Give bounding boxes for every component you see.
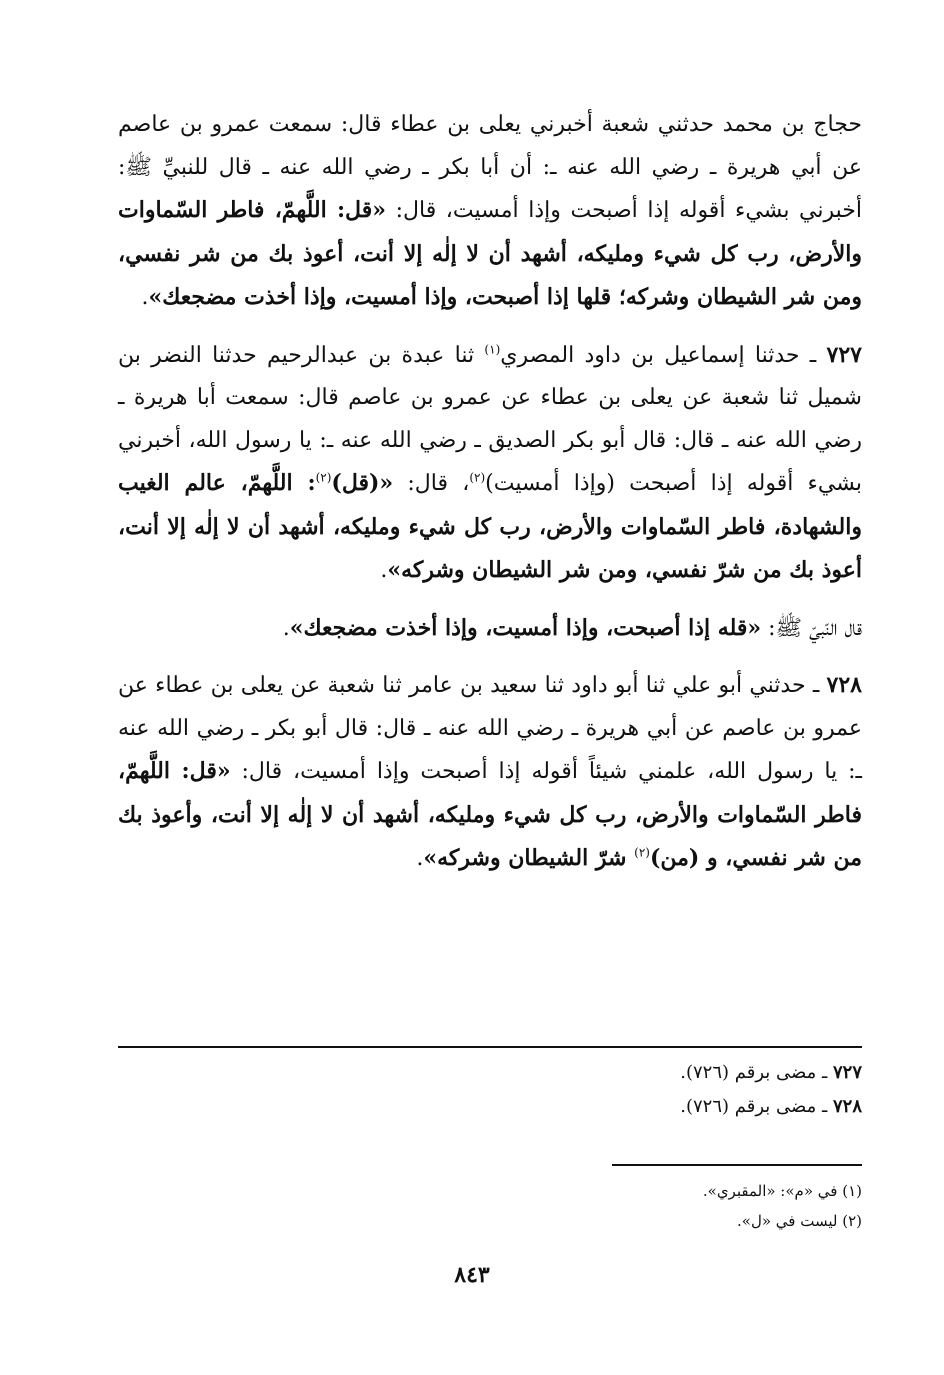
reference-number: ٧٢٧ bbox=[832, 1062, 862, 1083]
reference-text: ـ مضى برقم (٧٢٦). bbox=[680, 1096, 833, 1117]
text: . bbox=[380, 558, 388, 583]
reference-text: ـ مضى برقم (٧٢٦). bbox=[680, 1062, 833, 1083]
footnote-marker: (٢) bbox=[469, 470, 486, 485]
text: ثنا عبدة بن عبدالرحيم حدثنا النضر بن شميل ثنا شعبة عن يعلى بن عطاء عن عمرو بن عاصم قال: سمعت أبا هريرة ـ رضي الله عنه ـ قال: قال أبو بكر الصديق ـ رضي الله عنه ـ: يا رسول الله، أخبرني بشيء أقوله إذا أصبحت (وإذا أمسيت) bbox=[118, 342, 862, 496]
quoted-saying: «قله إذا أصبحت، وإذا أمسيت، وإذا أخذت مضجعك» bbox=[289, 614, 762, 641]
paragraph-prophet-saying bbox=[118, 607, 862, 651]
separator-line bbox=[118, 1046, 862, 1048]
cross-references bbox=[262, 1056, 862, 1124]
text: قال النّبيّ ﷺ: bbox=[761, 615, 862, 641]
footnote-item bbox=[262, 1206, 862, 1236]
footnote-marker: (٢) bbox=[842, 1212, 862, 1230]
main-text bbox=[118, 104, 862, 895]
quoted-supplication: «(قل) bbox=[331, 470, 394, 496]
text: ـ حدثنا إسماعيل بن داود المصري bbox=[500, 342, 827, 368]
page-number: ٨٤٣ bbox=[454, 1262, 490, 1288]
quoted-supplication: : اللَّهمّ، عالم الغيب والشهادة، فاطر السّماوات والأرض، رب كل شيء ومليكه، أشهد أن لا إلٰه إلا أنت، أعوذ بك من شرّ نفسي، ومن شر الشيطان وشركه» bbox=[118, 470, 862, 583]
hadith-727 bbox=[118, 334, 862, 593]
footnote-marker: (١) bbox=[484, 342, 501, 357]
footnote-item bbox=[262, 1176, 862, 1206]
hadith-number: ٧٢٨ bbox=[826, 672, 862, 698]
footnotes bbox=[262, 1176, 862, 1236]
text: ـ حدثني أبو علي ثنا أبو داود ثنا سعيد بن عامر ثنا شعبة عن يعلى بن عطاء عن عمرو بن عاصم عن أبي هريرة ـ رضي الله عنه ـ قال: قال أبو بكر ـ رضي الله عنه ـ: يا رسول الله، علمني شيئاً أقوله إذا أصبحت وإذا أمسيت، قال: bbox=[118, 673, 862, 784]
hadith-728 bbox=[118, 664, 862, 881]
footnote-separator bbox=[612, 1164, 862, 1166]
hadith-number: ٧٢٧ bbox=[826, 341, 862, 368]
footnote-marker: (٢) bbox=[315, 470, 332, 485]
quoted-supplication: شرّ الشيطان وشركه» bbox=[423, 845, 635, 871]
reference-item bbox=[262, 1056, 862, 1090]
footnote-marker: (١) bbox=[842, 1182, 862, 1200]
quoted-supplication: «قل: اللَّهمّ، فاطر السّماوات والأرض، رب كل شيء ومليكه، أشهد أن لا إلٰه إلا أنت، أعوذ بك من شر نفسي، ومن شر الشيطان وشركه؛ قلها إذا أصبحت، وإذا أمسيت، وإذا أخذت مضجعك» bbox=[118, 197, 862, 310]
text: حجاج بن محمد حدثني شعبة أخبرني يعلى بن عطاء قال: سمعت عمرو بن عاصم عن أبي هريرة ـ رضي الله عنه ـ: أن أبا بكر ـ رضي الله عنه ـ قال للنبيِّ ﷺ: أخبرني بشيء أقوله إذا أصبحت وإذا أمسيت، قال: bbox=[118, 112, 863, 223]
footnote-marker: (٢) bbox=[634, 845, 650, 860]
text: ، قال: bbox=[393, 471, 470, 496]
text: . bbox=[141, 285, 149, 310]
paragraph-1 bbox=[118, 104, 862, 320]
text: . bbox=[282, 615, 290, 641]
quoted-supplication: «قل: اللَّهمّ، فاطر السّماوات والأرض، رب كل شيء ومليكه، أشهد أن لا إلٰه إلا أنت، وأعوذ بك من شر نفسي، و (من) bbox=[118, 758, 862, 871]
reference-item bbox=[262, 1090, 862, 1124]
footnote-text: في «م»: «المقبري». bbox=[702, 1182, 843, 1200]
text: . bbox=[416, 846, 424, 871]
reference-number: ٧٢٨ bbox=[832, 1096, 862, 1117]
footnote-text: ليست في «ل». bbox=[737, 1212, 843, 1230]
